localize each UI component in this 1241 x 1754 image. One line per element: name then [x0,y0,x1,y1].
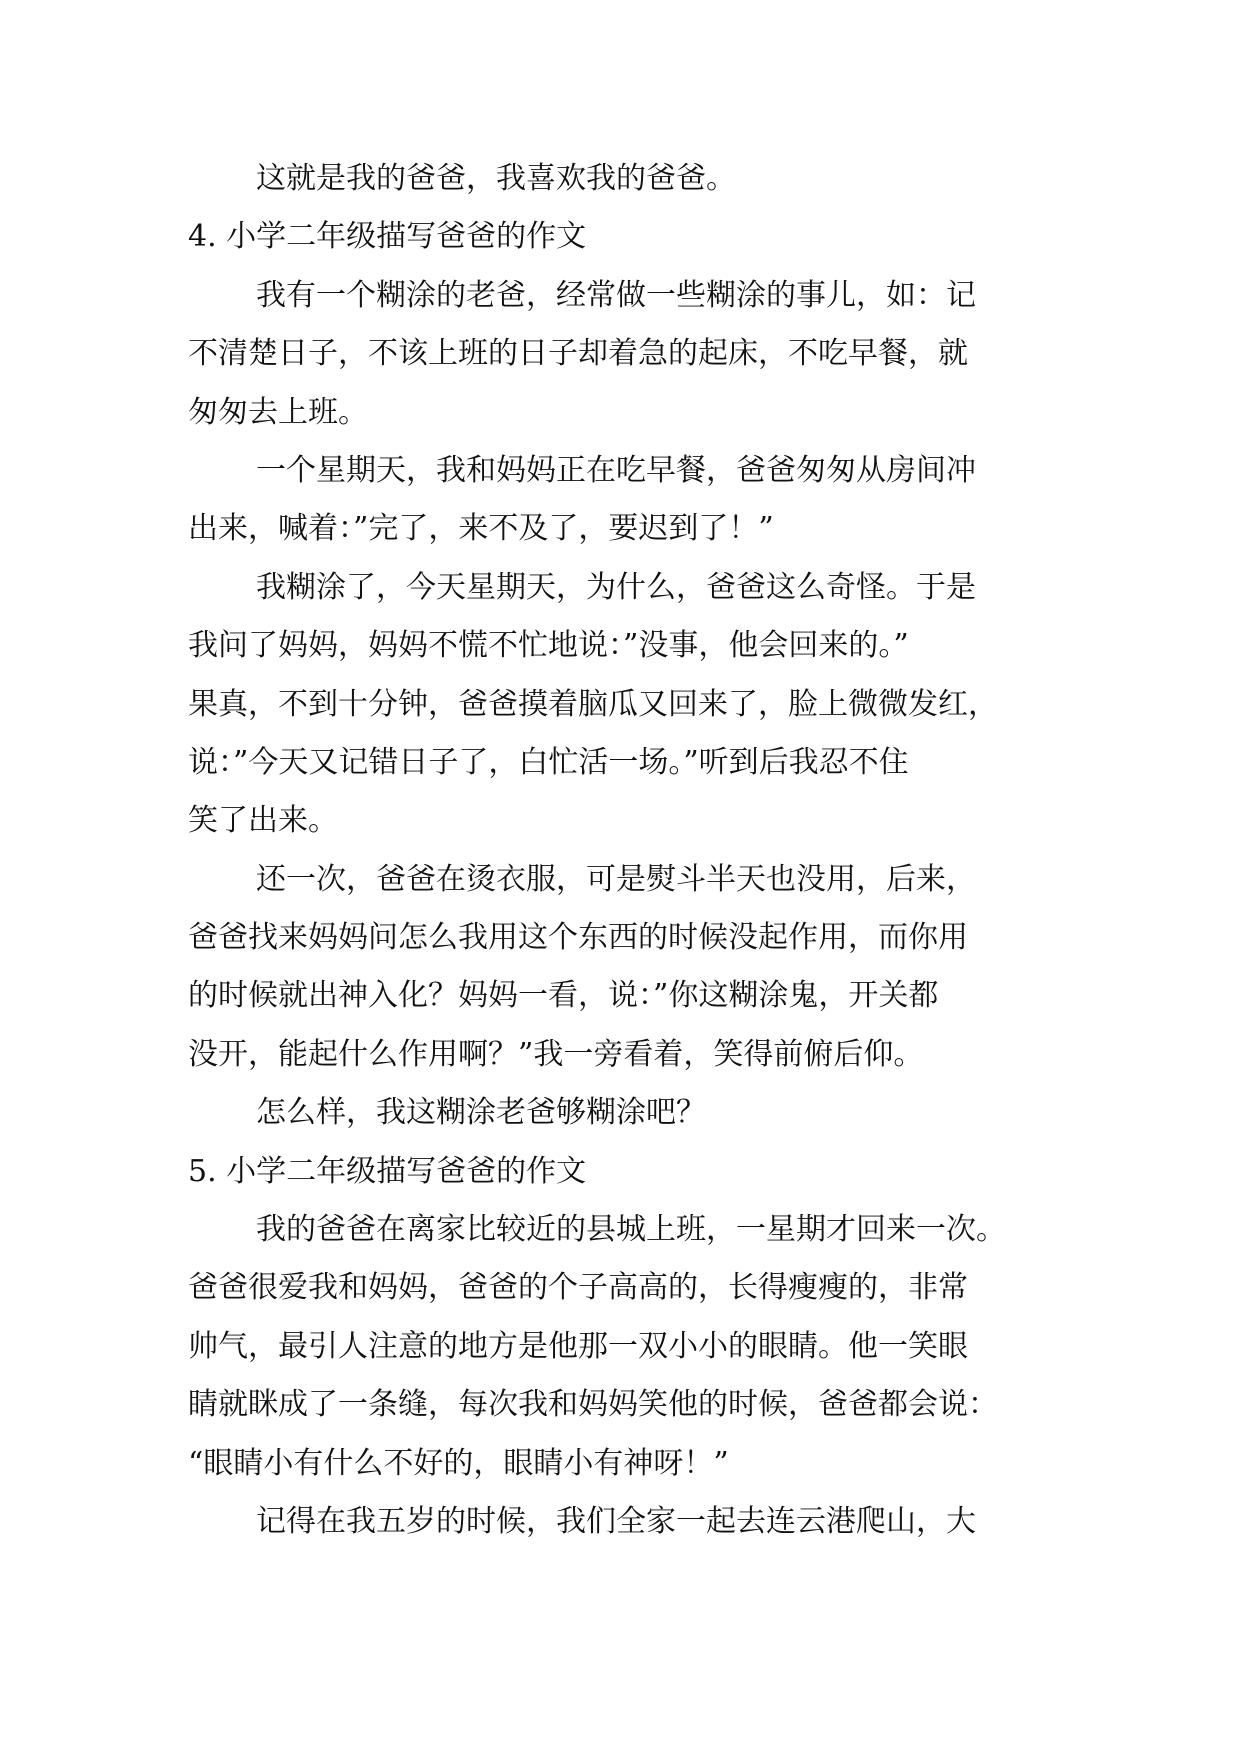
document-page [188,150,1056,1551]
text-line: 笑了出来。 [188,803,338,839]
text-line: 一个星期天，我和妈妈正在吃早餐，爸爸匆匆从房间冲 [256,452,976,488]
text-line: 我有一个糊涂的老爸，经常做一些糊涂的事儿，如：记 [256,277,976,313]
text-line: 记得在我五岁的时候，我们全家一起去连云港爬山，大 [256,1503,976,1539]
section-heading: 5. 小学二年级描写爸爸的作文 [188,1153,587,1189]
text-line: 我的爸爸在离家比较近的县城上班，一星期才回来一次。 [256,1212,1006,1248]
text-line: 爸爸找来妈妈问怎么我用这个东西的时候没起作用，而你用 [188,920,968,956]
text-line: 还一次，爸爸在烫衣服，可是熨斗半天也没用，后来， [256,861,976,897]
text-line: 匆匆去上班。 [188,394,368,430]
text-line: 睛就眯成了一条缝，每次我和妈妈笑他的时候，爸爸都会说： [188,1387,998,1423]
text-line: “眼睛小有什么不好的，眼睛小有神呀！” [188,1445,729,1481]
text-line: 说：”今天又记错日子了，白忙活一场。”听到后我忍不住 [188,744,909,780]
text-line: 我问了妈妈，妈妈不慌不忙地说：”没事，他会回来的。” [188,628,909,664]
text-line: 的时候就出神入化？妈妈一看，说：”你这糊涂鬼，开关都 [188,978,939,1014]
text-line: 帅气，最引人注意的地方是他那一双小小的眼睛。他一笑眼 [188,1328,968,1364]
text-line: 爸爸很爱我和妈妈，爸爸的个子高高的，长得瘦瘦的，非常 [188,1270,968,1306]
section-heading: 4. 小学二年级描写爸爸的作文 [188,219,587,255]
text-line: 怎么样，我这糊涂老爸够糊涂吧？ [256,1095,706,1131]
text-line: 我糊涂了，今天星期天，为什么，爸爸这么奇怪。于是 [256,569,976,605]
text-line: 出来，喊着：”完了，来不及了，要迟到了！” [188,511,774,547]
text-line: 不清楚日子，不该上班的日子却着急的起床，不吃早餐，就 [188,336,968,372]
text-line: 果真，不到十分钟，爸爸摸着脑瓜又回来了，脸上微微发红， [188,686,998,722]
text-line: 没开，能起什么作用啊？”我一旁看着，笑得前俯后仰。 [188,1036,924,1072]
text-line: 这就是我的爸爸，我喜欢我的爸爸。 [256,161,736,196]
